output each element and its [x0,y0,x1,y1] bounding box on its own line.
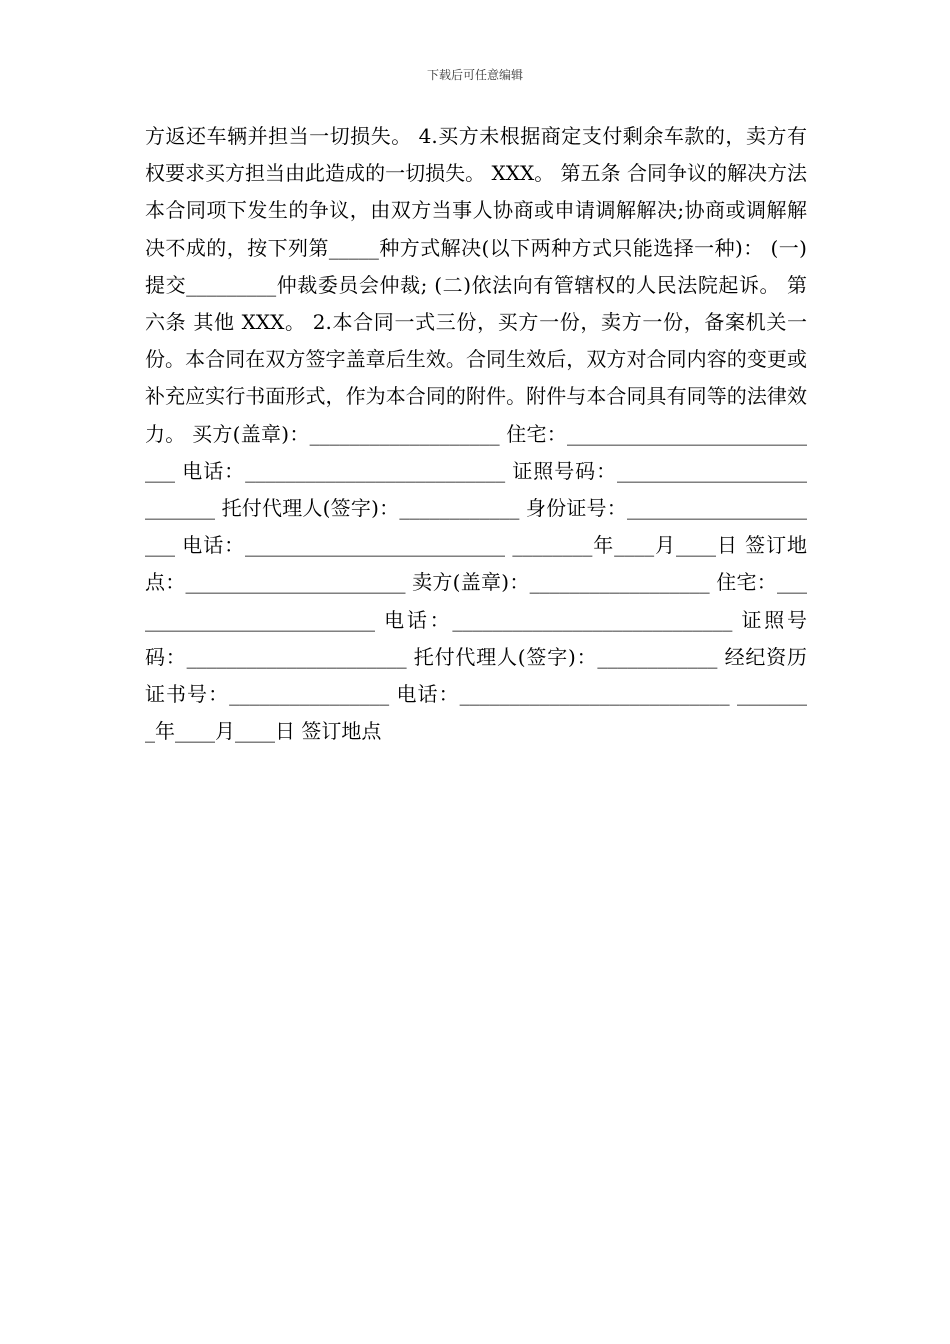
page-header: 下载后可任意编辑 [426,68,523,82]
contract-body-text: 方返还车辆并担当一切损失。 4.买方未根据商定支付剩余车款的，卖方有权要求买方担当由此造成的一切损失。 XXX。 第五条 合同争议的解决方法 本合同项下发生的争议，由双方当事人协商或申请调解解决;协商或调解解决不成的，按下列第_____种方式解决(以下两种方式只能选择一种)： (一)提交_________仲裁委员会仲裁; (二)依法向有管辖权的人民法院起诉。 第六条 其他 XXX。 2.本合同一式三份，买方一份，卖方一份，备案机关一份。本合同在双方签字盖章后生效。合同生效后，双方对合同内容的变更或补充应实行书面形式，作为本合同的附件。附件与本合同具有同等的法律效力。 买方(盖章)：___________________ 住宅：___________________________ 电话：__________________________ 证照号码：__________________________ 托付代理人(签字)：____________ 身份证号：_____________________ 电话：__________________________ ________年____月____日 签订地点：______________________ 卖方(盖章)：__________________ 住宅：__________________________ 电话：____________________________ 证照号码：______________________ 托付代理人(签字)：____________ 经纪资历证书号：________________ 电话：___________________________ ________年____月____日 签订地点 [145,124,807,744]
